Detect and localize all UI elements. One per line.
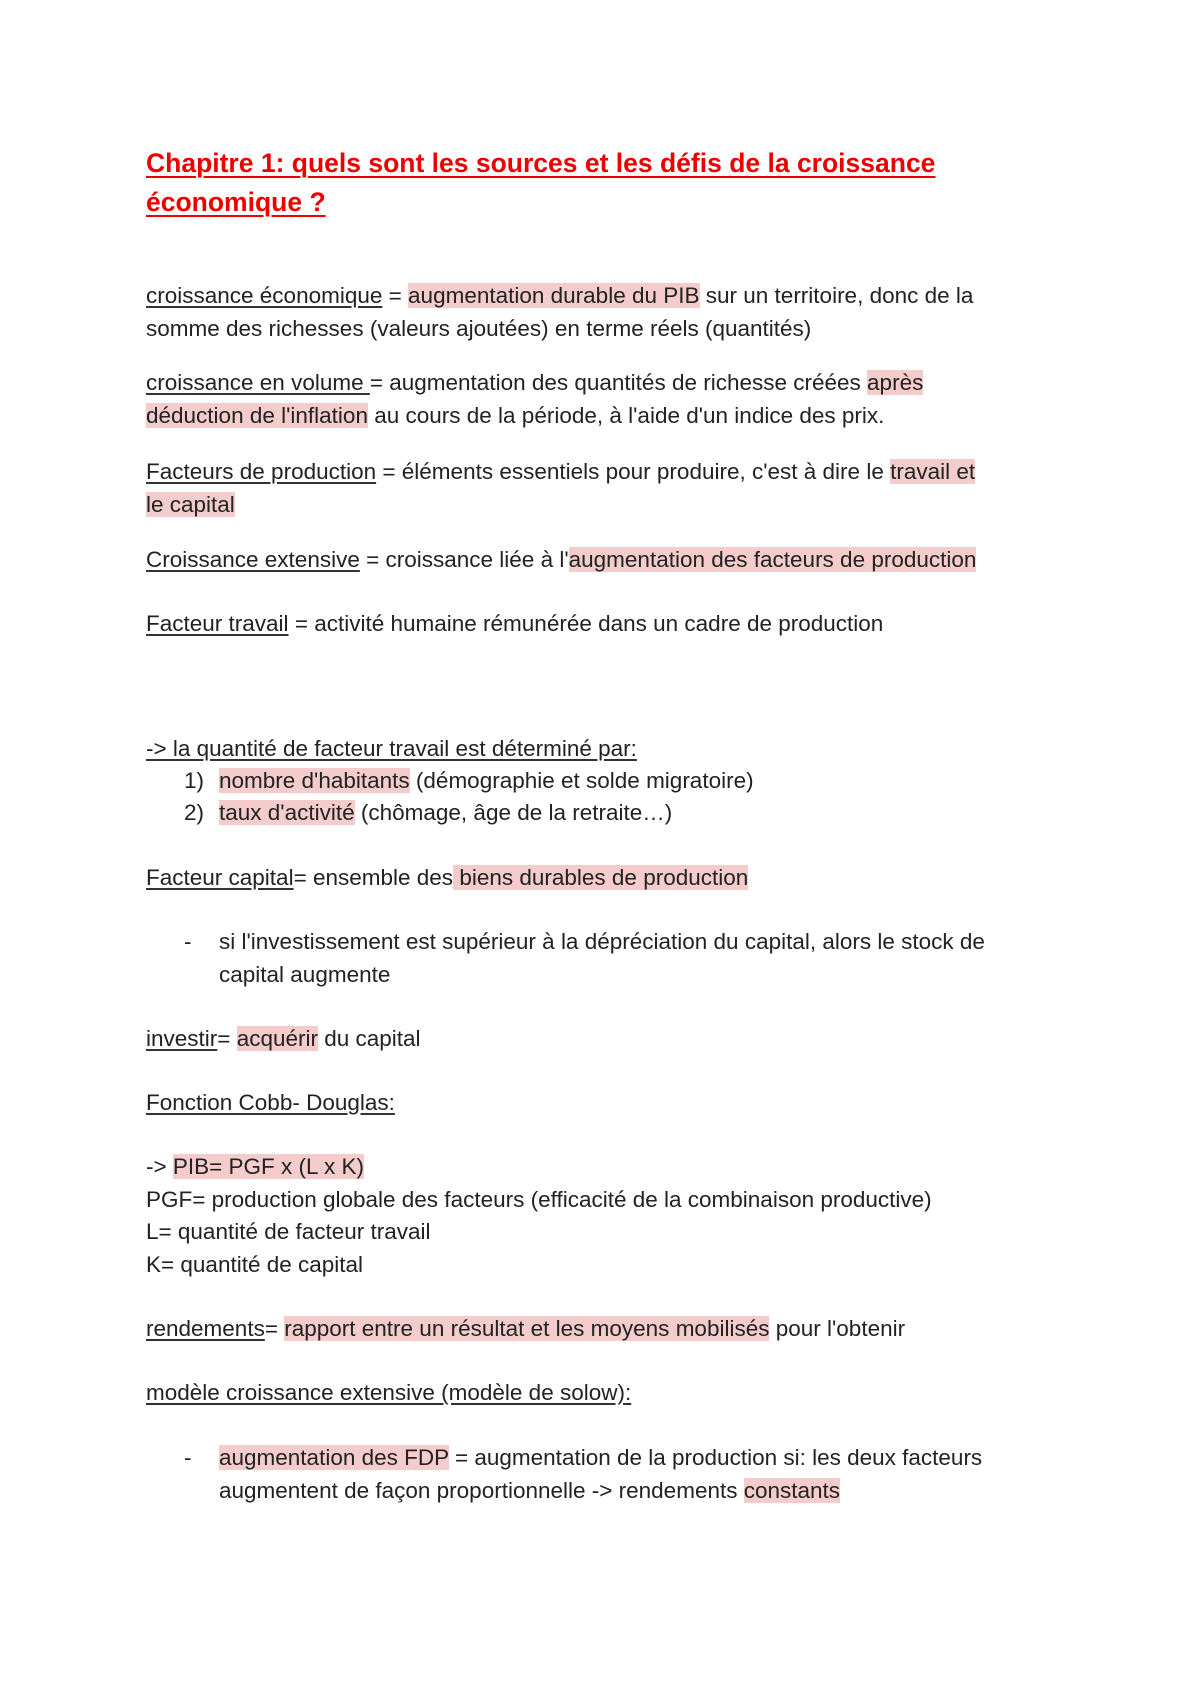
highlight: nombre d'habitants: [219, 768, 410, 793]
heading-cobb-douglas: Fonction Cobb- Douglas:: [146, 1090, 395, 1115]
highlight: le capital: [146, 491, 235, 517]
highlight: augmentation durable du PIB: [408, 283, 700, 308]
highlight: biens durables de production: [453, 865, 749, 890]
definition-facteurs-production: Facteurs de production = éléments essentiels pour produire, c'est à dire le travail et le capital: [146, 459, 976, 517]
highlight: rapport entre un résultat et les moyens mobilisés: [284, 1316, 770, 1341]
chapter-title: Chapitre 1: quels sont les sources et les défis de la croissance économique ?: [146, 148, 936, 217]
highlight: PIB= PGF x (L x K): [172, 1154, 364, 1179]
highlight: constants: [743, 1477, 841, 1503]
quantite-travail-intro: -> la quantité de facteur travail est déterminé par:: [146, 736, 637, 761]
term: croissance en volume: [146, 370, 370, 395]
bullet-fdp: augmentation des FDP = augmentation de la production si: les deux facteurs augmentent de façon proportionnelle -> rendements constants: [219, 1445, 983, 1503]
term: Facteur travail: [146, 611, 289, 636]
term: investir: [146, 1026, 218, 1051]
definition-facteur-travail: Facteur travail = activité humaine rémunérée dans un cadre de production: [146, 611, 884, 636]
definition-facteur-capital: Facteur capital= ensemble des biens durables de production: [146, 865, 749, 890]
highlight: acquérir: [236, 1026, 318, 1051]
highlight: après: [867, 370, 924, 395]
definition-investir: investir= acquérir du capital: [146, 1026, 421, 1051]
list-item-number: 2): [184, 800, 205, 825]
highlight: augmentation des facteurs de production: [568, 547, 977, 572]
highlight: augmentation des FDP: [219, 1445, 449, 1470]
bullet-dash: -: [184, 1445, 192, 1470]
list-item: taux d'activité (chômage, âge de la retraite…): [219, 800, 673, 825]
heading-solow: modèle croissance extensive (modèle de solow):: [146, 1380, 632, 1405]
formula-block: -> PIB= PGF x (L x K) PGF= production globale des facteurs (efficacité de la combinaison productive) L= quantité de facteur travail K= quantité de capital: [146, 1154, 932, 1277]
highlight: déduction de l'inflation: [146, 402, 368, 428]
definition-croissance-volume: croissance en volume = augmentation des quantités de richesse créées après déduction de l'inflation au cours de la période, à l'aide d'un indice des prix.: [146, 370, 924, 428]
bullet-dash: -: [184, 929, 192, 954]
highlight: taux d'activité: [219, 800, 355, 825]
term: Facteurs de production: [146, 459, 377, 484]
term: rendements: [146, 1316, 265, 1341]
list-item-number: 1): [184, 768, 205, 793]
term: croissance économique: [146, 283, 383, 308]
list-item: nombre d'habitants (démographie et solde migratoire): [219, 768, 754, 793]
term: Croissance extensive: [146, 547, 360, 572]
bullet-investissement: si l'investissement est supérieur à la dépréciation du capital, alors le stock de capital augmente: [219, 929, 985, 987]
definition-croissance-extensive: Croissance extensive = croissance liée à l'augmentation des facteurs de production: [146, 547, 977, 572]
definition-croissance-economique: croissance économique = augmentation durable du PIB sur un territoire, donc de la somme des richesses (valeurs ajoutées) en terme réels (quantités): [146, 283, 974, 341]
highlight: travail et: [890, 459, 976, 484]
term: Facteur capital: [146, 865, 294, 890]
definition-rendements: rendements= rapport entre un résultat et les moyens mobilisés pour l'obtenir: [146, 1316, 906, 1341]
